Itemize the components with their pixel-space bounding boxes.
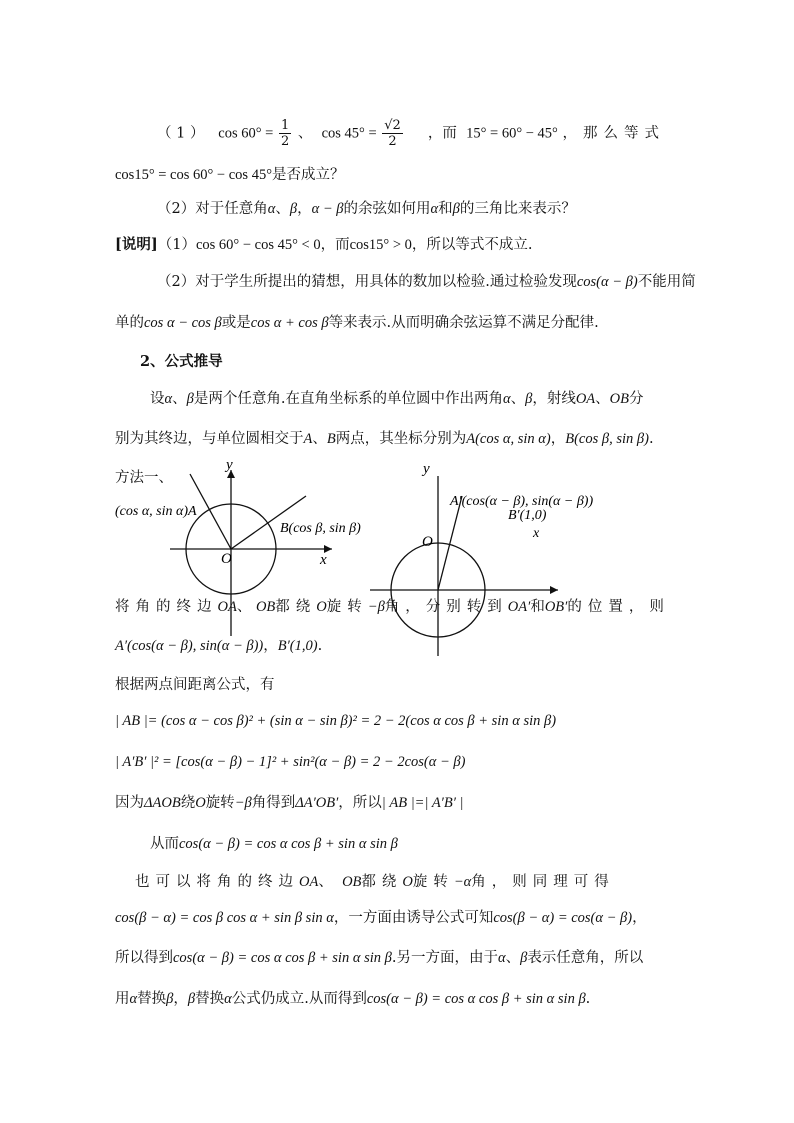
comma: ， [263,638,278,654]
beta-symbol: β [289,201,298,217]
setup-line2-text-b: 两点，其坐标分别为 [335,431,467,447]
because-text-c: 旋转 [205,795,235,811]
neg-beta: −β [367,599,385,615]
because-text-d: 角得到 [251,795,296,811]
note1-text-b: ，而 [320,237,350,253]
thus-text: 从而 [150,836,179,852]
coord-a: A(cos α, sin α) [466,431,551,447]
distance-formula-intro: 根据两点间距离公式，有 [115,677,275,693]
coord-b-prime: B′(1,0) [277,638,318,654]
alpha-minus-beta: α − β [311,201,344,217]
rotate-text-a: 将角的终边 [115,599,218,615]
separator: 、 [312,431,327,447]
fraction-sqrt2 [382,118,403,149]
point-b-prime-label: B′(1,0) [508,508,547,523]
angle-equation: 15° = 60° − 45° [466,125,558,142]
also-text-c: 旋转 [412,874,454,890]
rotate-text-c: 旋转 [326,599,368,615]
also-text-d: 角，则同理可得 [471,874,615,890]
setup-line1 [150,389,644,409]
note1-text-c: ，所以等式不成立. [411,237,533,253]
thus-line [150,834,398,854]
x-axis-label: x [533,526,540,541]
neg-beta: −β [234,795,252,811]
alpha-symbol: α [164,391,173,407]
point-a-prime-label: A′(cos(α − β), sin(α − β)) [450,494,594,509]
note2-text-e: 等来表示.从而明确余弦运算不满足分配律. [328,315,599,331]
because-text-a: 因为 [115,795,144,811]
note1-eq1: cos 60° − cos 45° < 0 [195,237,321,253]
note2-eq3: cos α + cos β [250,315,329,331]
period: . [317,638,323,654]
coord-a-prime: A′(cos(α − β), sin(α − β)) [115,638,264,654]
cos-difference-formula: cos(α − β) = cos α cos β + sin α sin β [179,836,398,852]
because-text-b: 绕 [180,795,196,811]
comma: ， [173,991,188,1007]
note2-line1 [157,272,696,292]
ray-ob: OB [609,391,630,407]
triangle-aob-prime: ΔA′OB′ [295,795,339,811]
beta-symbol: β [186,391,194,407]
ray-oa: OA [299,874,319,890]
q2-line [157,199,576,219]
also-line4-text-d: 替换 [195,991,225,1007]
equation-apbp: | A′B′ |² = [cos(α − β) − 1]² + sin²(α − β) = 2 − 2cos(α − β) [115,754,466,770]
setup-line2 [115,429,654,449]
fraction-num: √2 [384,118,401,133]
q2-text-e: 的三角比来表示？ [459,201,576,217]
also-line3-text-b: .另一方面，由于 [391,950,498,966]
q1-tail-text: ，那么等式 [562,125,665,142]
alpha-symbol: α [502,391,511,407]
setup-line2-text-a: 别为其终边，与单位圆相交于 [115,431,304,447]
q1-mid-text: ，而 [427,125,457,142]
separator: 、 [275,201,290,217]
also-line2-text-a: ，一方面由诱导公式可知 [333,910,494,926]
fraction-num: 1 [280,118,290,133]
setup-text-b: 是两个任意角.在直角坐标系的单位圆中作出两角 [193,391,503,407]
also-text-a: 也可以将角的终边 [135,874,299,890]
also-line4 [115,989,590,1009]
note1-eq2: cos15° > 0 [349,237,412,253]
cos-beta-minus-alpha-expand: cos(β − α) = cos β cos α + sin β sin α [115,910,334,926]
rotate-line2 [115,636,322,656]
note1-text-a: （1） [157,237,196,253]
rotate-text-d: 角，分别转到 [384,599,508,615]
ray-oa: OA [575,391,596,407]
point-b-label: B(cos β, sin β) [280,521,361,536]
alpha-symbol: α [430,201,439,217]
setup-text-a: 设 [150,391,165,407]
q2-text-c: 的余弦如何用 [343,201,431,217]
beta-symbol: β [525,391,533,407]
rotate-line1 [115,597,670,617]
ray-ob: OB [255,599,276,615]
neg-alpha: −α [453,874,472,890]
alpha-symbol: α [129,991,138,1007]
comma: ， [632,910,647,926]
equal-lengths: | AB |=| A′B′ | [381,795,464,811]
fraction-den: 2 [388,134,397,149]
also-line3-text-c: 表示任意角，所以 [527,950,644,966]
note-label: [说明] [115,236,158,253]
x-axis-label: x [320,552,327,568]
comma: ， [550,431,566,447]
q2-text-d: 和 [438,201,453,217]
separator: 、 [505,950,521,966]
rotate-text-b: 都绕 [275,599,317,615]
cos-difference-formula: cos(α − β) = cos α cos β + sin α sin β [173,950,392,966]
beta-symbol: β [520,950,528,966]
unit-circle-figure-2 [368,456,618,656]
cos-difference-formula: cos(α − β) = cos α cos β + sin α sin β [366,991,586,1007]
origin-label: O [422,534,433,550]
note2-text-b: 不能用简 [637,274,696,290]
setup-text-c: ，射线 [532,391,576,407]
origin-label: O [221,551,232,567]
separator: 、 [510,391,526,407]
beta-symbol: β [166,991,174,1007]
rotate-text-e: 和 [530,599,545,615]
separator: 、 [297,125,313,142]
separator: 、 [172,391,187,407]
ray-oa-prime: OA′ [507,599,531,615]
q1-line1 [157,118,665,149]
separator: 、 [595,391,610,407]
method-one-label: 方法一、 [115,470,173,486]
comma: ， [297,201,312,217]
y-axis-label: y [423,461,430,477]
ray-ob-prime: OB′ [544,599,568,615]
q1-question-text: 是否成立？ [272,167,345,183]
cos60-expr: cos 60° = [218,125,277,142]
y-axis-label: y [226,457,233,473]
also-text-b: 都绕 [361,874,403,890]
cos45-expr: cos 45° = [321,125,381,142]
section-2-title: 2、公式推导 [140,353,223,370]
also-line3-text-a: 所以得到 [115,950,173,966]
also-line1 [135,872,615,892]
x-axis-arrow [550,586,558,594]
cos15-equation: cos15° = cos 60° − cos 45° [115,167,272,183]
triangle-aob: ΔAOB [144,795,181,811]
also-line4-text-b: 替换 [137,991,167,1007]
also-line2 [115,908,647,928]
separator: 、 [236,599,252,615]
period: . [585,991,591,1007]
alpha-symbol: α [267,201,276,217]
also-line4-text-e: 公式仍成立.从而得到 [231,991,367,1007]
q1-line2 [115,165,345,185]
note2-text-c: 单的 [115,315,144,331]
period: . [648,431,654,447]
beta-symbol: β [452,201,460,217]
q1-lead: （ 1 ） [157,125,205,142]
unit-circle-figure-1 [112,456,402,656]
origin-symbol: O [195,795,206,811]
separator: 、 [318,874,333,890]
note2-eq: cos(α − β) [576,274,638,290]
origin-symbol: O [402,874,413,890]
origin-symbol: O [316,599,327,615]
because-line [115,793,464,813]
setup-text-d: 分 [629,391,644,407]
fraction-den: 2 [280,134,290,149]
beta-symbol: β [187,991,196,1007]
also-line4-text-a: 用 [115,991,130,1007]
point-b: B [326,431,336,447]
alpha-symbol: α [224,991,232,1007]
q2-text-a: （2）对于任意角 [157,201,268,217]
coord-b: B(cos β, sin β) [565,431,649,447]
note2-text-a: （2）对于学生所提出的猜想，用具体的数加以检验.通过检验发现 [157,274,577,290]
point-a: A [303,431,313,447]
cos-symmetry: cos(β − α) = cos(α − β) [493,910,633,926]
equation-ab: | AB |= (cos α − cos β)² + (sin α − sin β)² = 2 − 2(cos α cos β + sin α sin β) [115,713,557,729]
point-a-label: (cos α, sin α)A [115,504,197,519]
also-line3 [115,948,643,968]
rotate-text-f: 的位置，则 [567,599,670,615]
note1-line [115,235,533,255]
ray-oa: OA [217,599,237,615]
ray-ob: OB [342,874,362,890]
because-text-e: ，所以 [338,795,382,811]
note2-text-d: 或是 [221,315,251,331]
note2-line2 [115,313,599,333]
note2-eq2: cos α − cos β [144,315,222,331]
alpha-symbol: α [497,950,506,966]
fraction-half [279,118,291,149]
